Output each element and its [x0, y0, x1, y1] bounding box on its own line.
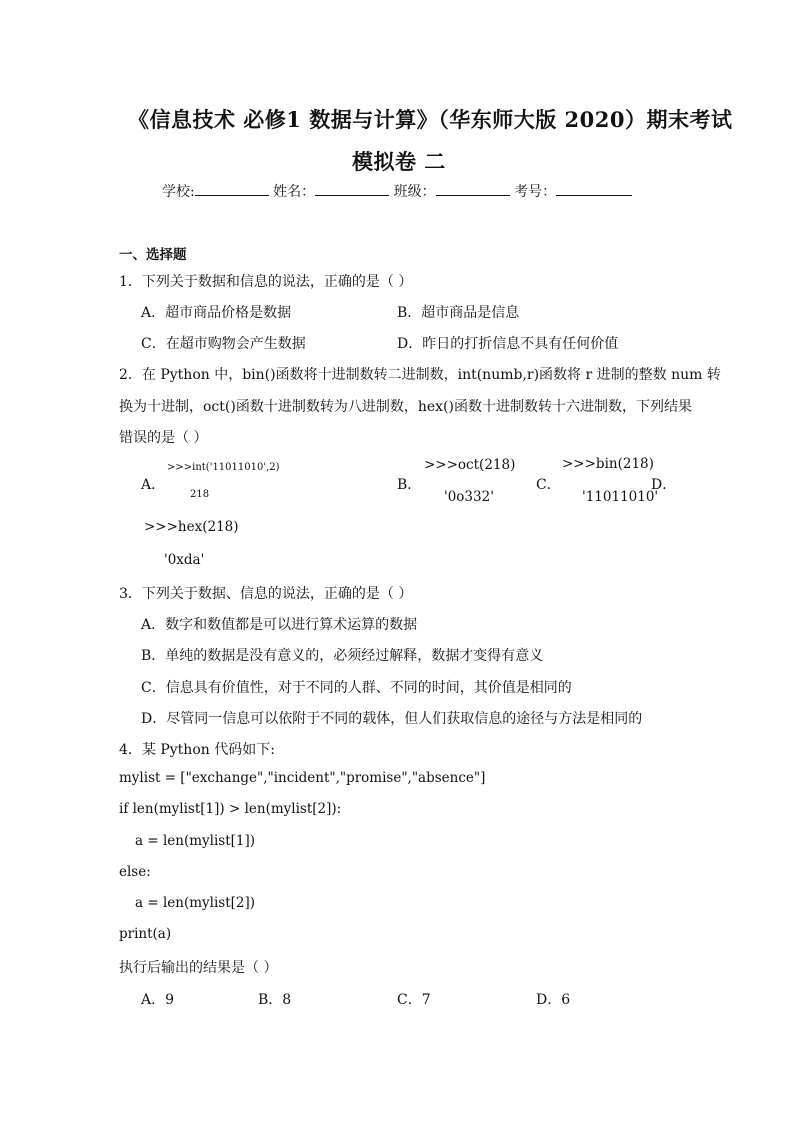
q2-option-b-label[interactable]: B．	[397, 477, 422, 493]
q3-option-c[interactable]: C．信息具有价值性，对于不同的人群、不同的时间，其价值是相同的	[141, 680, 572, 696]
code-line: else:	[119, 864, 151, 880]
q3-option-a[interactable]: A．数字和数值都是可以进行算术运算的数据	[141, 617, 418, 633]
q3-option-b[interactable]: B．单纯的数据是没有意义的，必须经过解释，数据才变得有意义	[141, 648, 544, 664]
q2-stem-line1: 2．在 Python 中，bin()函数将十进制数转二进制数，int(numb,r)函数将 r 进制的整数 num 转	[119, 367, 721, 383]
q1-option-c[interactable]: C．在超市购物会产生数据	[141, 336, 306, 352]
code-line: print(a)	[119, 926, 172, 942]
q4-option-c[interactable]: C．7	[397, 992, 431, 1008]
q2-option-a-label[interactable]: A．	[141, 477, 166, 493]
q1-stem: 1．下列关于数据和信息的说法，正确的是（ ）	[119, 274, 413, 290]
q4-stem: 4．某 Python 代码如下:	[119, 742, 275, 758]
q2-option-c-code: >>>bin(218)	[562, 456, 654, 472]
q2-option-a-result: 218	[190, 489, 210, 500]
school-blank[interactable]	[195, 181, 269, 196]
q4-option-b[interactable]: B．8	[258, 992, 292, 1008]
class-label: 班级：	[393, 184, 436, 200]
student-info-line	[162, 181, 632, 201]
q2-option-b-code: >>>oct(218)	[424, 457, 516, 473]
name-label: 姓名：	[273, 184, 316, 200]
q4-question: 执行后输出的结果是（ ）	[119, 960, 278, 976]
code-line: a = len(mylist[1])	[135, 833, 256, 849]
page-subtitle: 模拟卷 二	[352, 149, 446, 174]
q1-option-a[interactable]: A．超市商品价格是数据	[141, 305, 292, 321]
school-label: 学校:	[162, 184, 195, 200]
q2-option-d-code: >>>hex(218)	[144, 519, 239, 535]
code-line: if len(mylist[1]) > len(mylist[2]):	[119, 801, 342, 817]
q2-option-c-label[interactable]: C．	[536, 477, 561, 493]
q2-option-c-result: '11011010'	[582, 489, 659, 505]
code-line: mylist = ["exchange","incident","promise","absence"]	[119, 770, 486, 786]
q2-option-d-label[interactable]: D．	[651, 477, 677, 493]
q1-option-d[interactable]: D．昨日的打折信息不具有任何价值	[397, 336, 619, 352]
page-title: 《信息技术 必修1 数据与计算》（华东师大版 2020）期末考试	[128, 107, 733, 132]
q2-option-a-code: >>>int('11011010',2)	[167, 462, 280, 473]
section-title: 一、选择题	[119, 247, 187, 263]
q4-option-a[interactable]: A．9	[141, 992, 175, 1008]
q2-stem-line2: 换为十进制，oct()函数十进制数转为八进制数，hex()函数十进制数转十六进制数，下列结果	[119, 399, 692, 415]
q3-stem: 3．下列关于数据、信息的说法，正确的是（ ）	[119, 586, 413, 602]
q2-option-d-result: '0xda'	[164, 552, 205, 568]
q1-option-b[interactable]: B．超市商品是信息	[397, 305, 520, 321]
class-blank[interactable]	[436, 181, 510, 196]
number-blank[interactable]	[556, 181, 632, 196]
q3-option-d[interactable]: D．尽管同一信息可以依附于不同的载体，但人们获取信息的途径与方法是相同的	[141, 711, 643, 727]
q2-option-b-result: '0o332'	[444, 489, 494, 505]
name-blank[interactable]	[315, 181, 389, 196]
q2-stem-line3: 错误的是（ ）	[119, 430, 208, 446]
number-label: 考号：	[514, 184, 557, 200]
code-line: a = len(mylist[2])	[135, 895, 256, 911]
q4-option-d[interactable]: D．6	[536, 992, 571, 1008]
